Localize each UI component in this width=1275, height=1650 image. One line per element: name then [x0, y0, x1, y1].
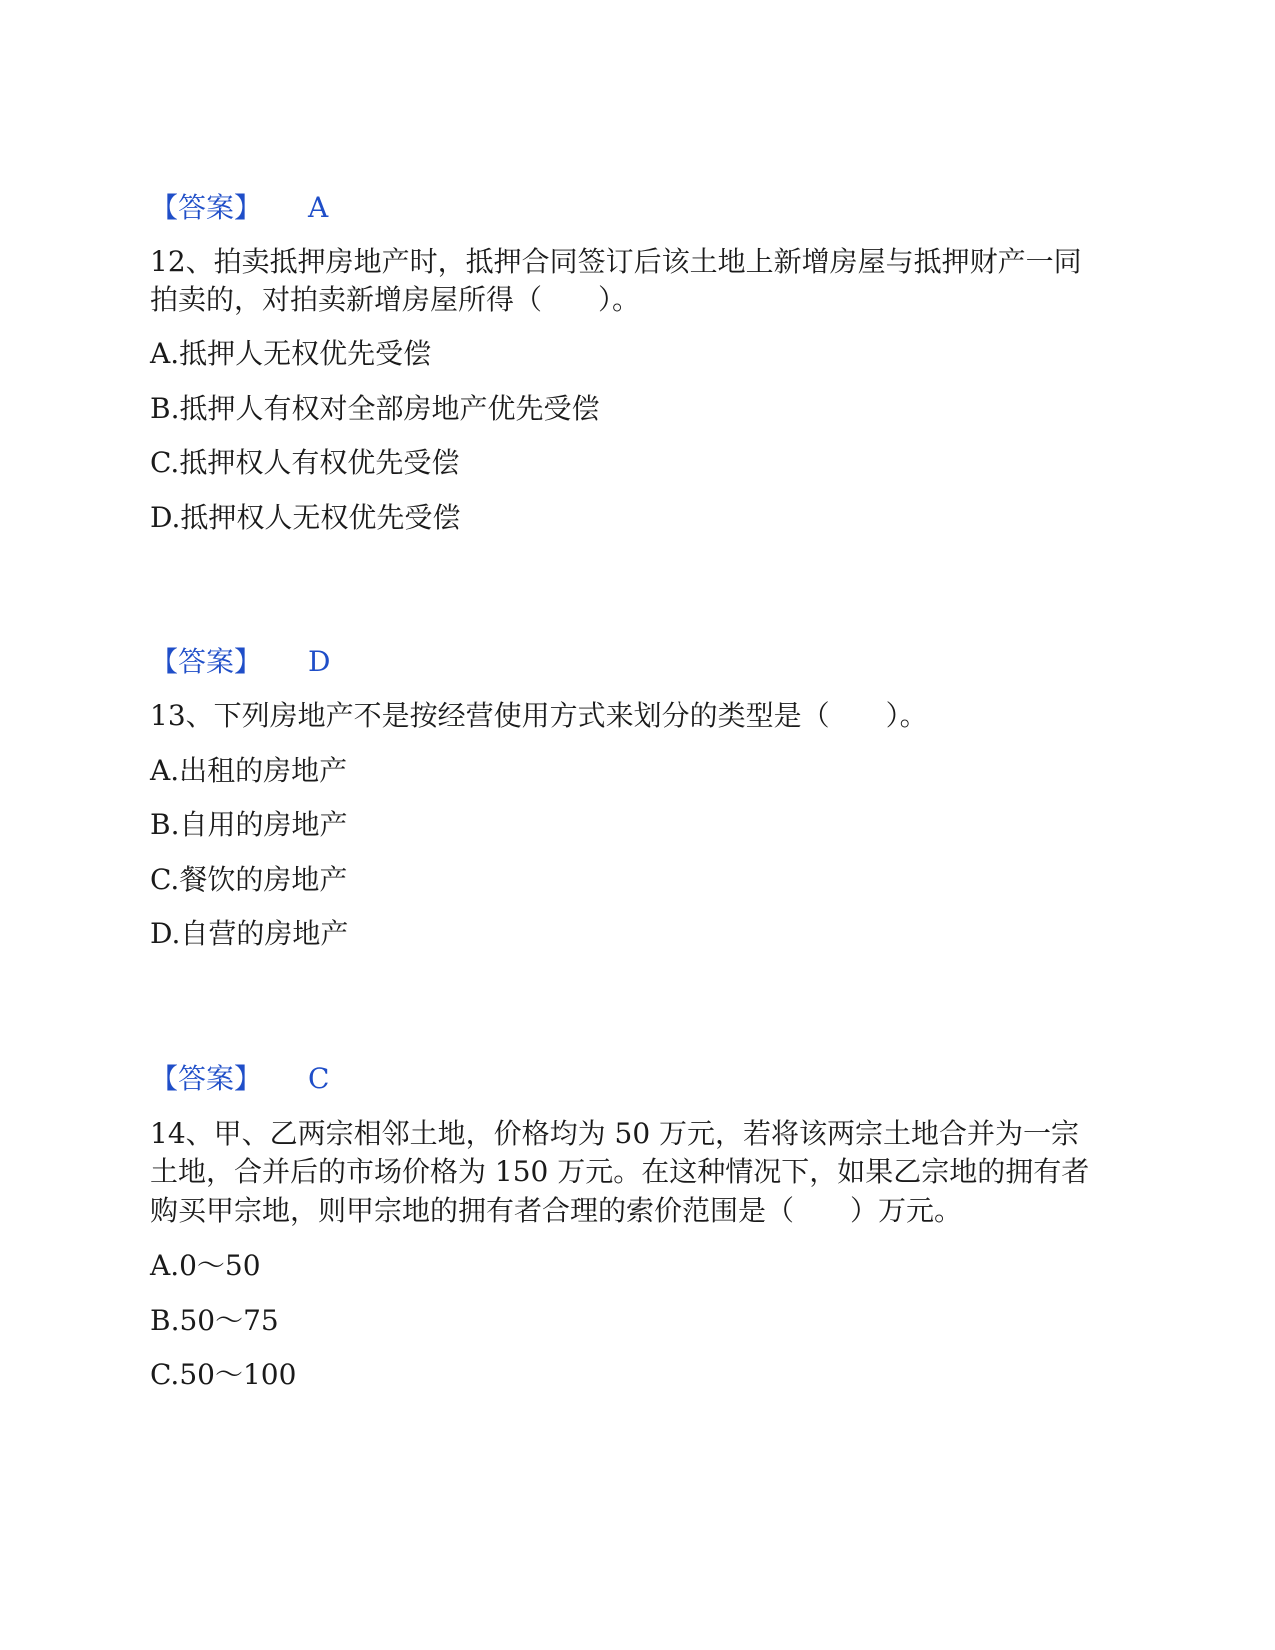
- question-14-option-b: B.50～75: [150, 1304, 279, 1337]
- question-14-option-c: C.50～100: [150, 1358, 297, 1391]
- question-12-line-2: 拍卖的，对拍卖新增房屋所得（ ）。: [150, 283, 641, 316]
- answer-line: [150, 186, 550, 230]
- question-14-line-2: 土地，合并后的市场价格为 150 万元。在这种情况下，如果乙宗地的拥有者: [150, 1155, 1090, 1188]
- question-12-option-c: C.抵押权人有权优先受偿: [150, 446, 460, 479]
- question-14-line-3: 购买甲宗地，则甲宗地的拥有者合理的索价范围是（ ）万元。: [150, 1194, 963, 1227]
- question-13-option-c: C.餐饮的房地产: [150, 863, 348, 896]
- answer-tag: 【答案】: [150, 1062, 263, 1095]
- question-14-line-1: 14、甲、乙两宗相邻土地，价格均为 50 万元，若将该两宗土地合并为一宗: [150, 1117, 1080, 1150]
- question-13-option-d: D.自营的房地产: [150, 917, 349, 950]
- answer-tag: 【答案】: [150, 191, 263, 224]
- answer-value: A: [308, 191, 329, 224]
- answer-value: C: [308, 1062, 330, 1095]
- question-13-option-b: B.自用的房地产: [150, 808, 348, 841]
- answer-value: D: [308, 645, 331, 678]
- question-12-option-b: B.抵押人有权对全部房地产优先受偿: [150, 392, 600, 425]
- question-13-option-a: A.出租的房地产: [150, 754, 348, 787]
- question-12-option-d: D.抵押权人无权优先受偿: [150, 501, 461, 534]
- question-12-line-1: 12、拍卖抵押房地产时，抵押合同签订后该土地上新增房屋与抵押财产一同: [150, 245, 1082, 278]
- question-13-line-1: 13、下列房地产不是按经营使用方式来划分的类型是（ ）。: [150, 699, 928, 732]
- question-14-option-a: A.0～50: [150, 1249, 261, 1282]
- answer-line: [150, 1057, 550, 1101]
- answer-tag: 【答案】: [150, 645, 263, 678]
- question-12-option-a: A.抵押人无权优先受偿: [150, 337, 432, 370]
- answer-line: [150, 640, 550, 684]
